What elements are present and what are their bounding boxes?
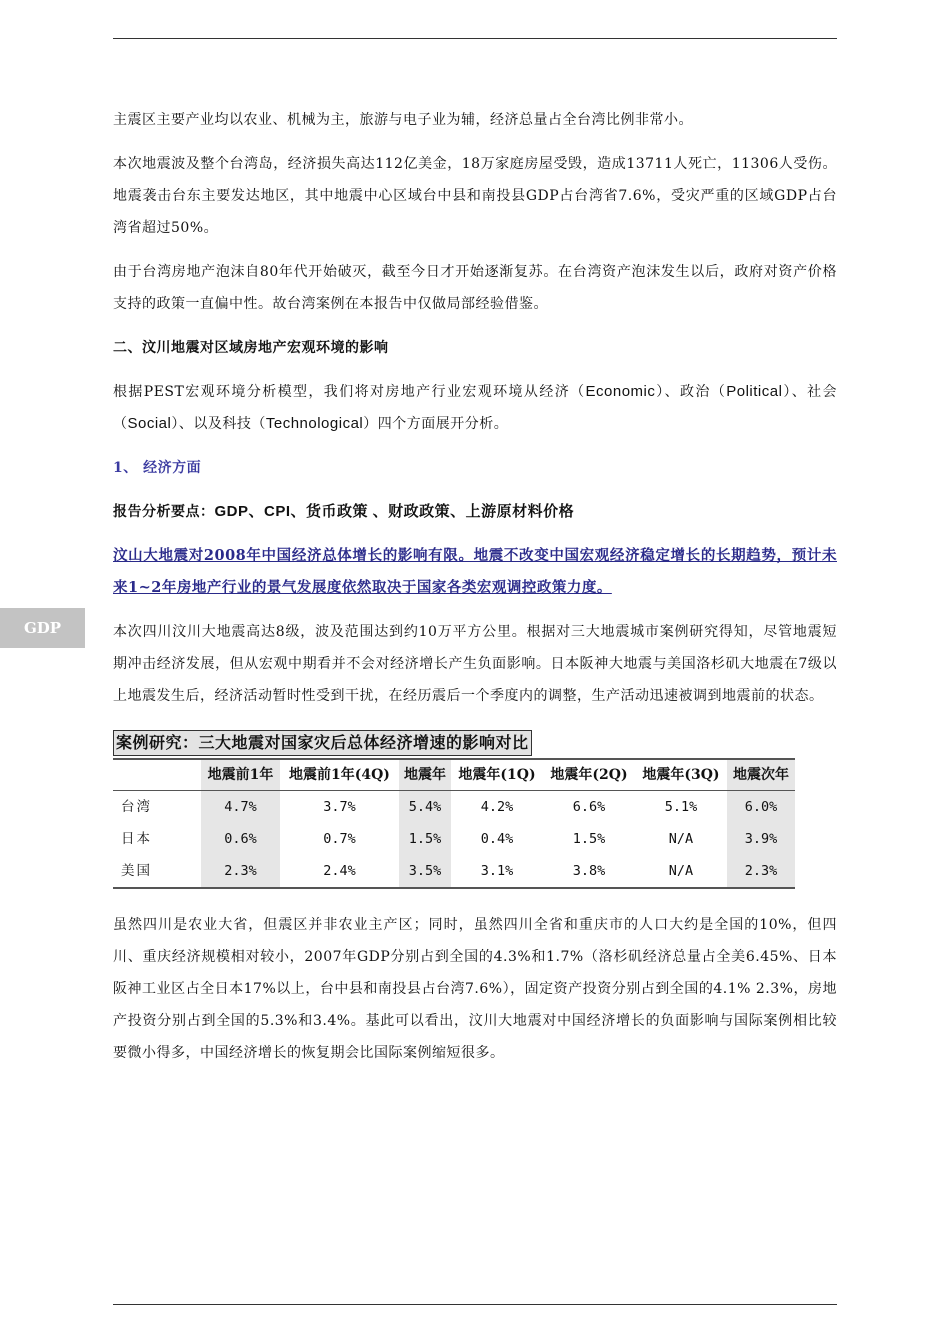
table-header-row <box>113 759 795 791</box>
table-header-cell: 地震前1年(4Q) <box>288 767 390 783</box>
table-header-cell: 地震年 <box>399 759 451 791</box>
table-cell: 2.4% <box>323 863 356 879</box>
table-cell: 2.3% <box>727 855 795 888</box>
subsection-economy: 1、 经济方面 <box>113 460 202 476</box>
table-cell-country: 台湾 <box>121 799 152 815</box>
table-header-cell <box>113 759 201 791</box>
table-row <box>113 855 795 888</box>
paragraph-pest: 根据PEST宏观环境分析模型，我们将对房地产行业宏观环境从经济（Economic）、政治（Political）、社会（Social）、以及科技（Technological）四个方面展开分析。 <box>113 383 837 432</box>
table-cell: 0.6% <box>201 823 280 855</box>
document-body <box>113 104 837 1069</box>
table-cell: 1.5% <box>572 831 606 847</box>
table-cell: 4.7% <box>201 791 280 824</box>
paragraph-5: 本次四川汶川大地震高达8级，波及范围达到约10万平方公里。根据对三大地震城市案例研究得知，尽管地震短期冲击经济发展，但从宏观中期看并不会对经济增长产生负面影响。日本阪神大地震与美国洛杉矶大地震在7级以上地震发生后，经济活动暂时性受到干扰，在经历震后一个季度内的调整，生产活动迅速被调到地震前的状态。 <box>113 624 837 704</box>
paragraph-1: 主震区主要产业均以农业、机械为主，旅游与电子业为辅，经济总量占全台湾比例非常小。 <box>113 112 693 128</box>
table-cell-country: 美国 <box>121 863 152 879</box>
table-row <box>113 791 795 824</box>
table-cell: 0.7% <box>323 831 356 847</box>
table-cell: 3.1% <box>480 863 514 879</box>
table-cell: 5.1% <box>664 799 698 815</box>
section-heading-2: 二、汶川地震对区域房地产宏观环境的影响 <box>113 340 389 356</box>
side-tag-gdp: GDP <box>0 608 85 648</box>
table-header-cell: 地震年(2Q) <box>550 767 628 783</box>
table-cell: 3.8% <box>572 863 606 879</box>
table-cell: N/A <box>668 831 694 847</box>
table-cell: 6.0% <box>727 791 795 824</box>
paragraph-3: 由于台湾房地产泡沫自80年代开始破灭，截至今日才开始逐渐复苏。在台湾资产泡沫发生以后，政府对资产价格支持的政策一直偏中性。故台湾案例在本报告中仅做局部经验借鉴。 <box>113 264 837 312</box>
table-cell: 1.5% <box>399 823 451 855</box>
table-cell: 4.2% <box>480 799 514 815</box>
table-cell: 2.3% <box>201 855 280 888</box>
table-header-cell: 地震次年 <box>727 759 795 791</box>
table-cell: 3.5% <box>399 855 451 888</box>
header-rule <box>113 38 837 39</box>
table-header-cell: 地震前1年 <box>201 759 280 791</box>
table-cell: 3.7% <box>323 799 356 815</box>
table-cell: 3.9% <box>727 823 795 855</box>
table-cell: N/A <box>668 863 694 879</box>
comparison-table <box>113 758 795 889</box>
table-header-cell: 地震年(3Q) <box>642 767 720 783</box>
highlight-summary: 汶山大地震对2008年中国经济总体增长的影响有限。地震不改变中国宏观经济稳定增长的长期趋势，预计未来1~2年房地产行业的景气发展度依然取决于国家各类宏观调控政策力度。 <box>113 547 837 596</box>
footer-rule <box>113 1304 837 1305</box>
table-cell: 0.4% <box>480 831 514 847</box>
paragraph-6: 虽然四川是农业大省，但震区并非农业主产区；同时，虽然四川全省和重庆市的人口大约是全国的10%，但四川、重庆经济规模相对较小，2007年GDP分别占到全国的4.3%和1.7%（洛杉矶经济总量占全美6.45%、日本阪神工业区占全日本17%以上，台中县和南投县占台湾7.6%），固定资产投资分别占到全国的4.1% 2.3%，房地产投资分别占到全国的5.3%和3.4%。基此可以看出，汶川大地震对中国经济增长的负面影响与国际案例相比较要微小得多，中国经济增长的恢复期会比国际案例缩短很多。 <box>113 917 837 1061</box>
paragraph-2: 本次地震波及整个台湾岛，经济损失高达112亿美金，18万家庭房屋受毁，造成13711人死亡，11306人受伤。地震袭击台东主要发达地区，其中地震中心区域台中县和南投县GDP占台湾省7.6%，受灾严重的区域GDP占台湾省超过50%。 <box>113 156 837 236</box>
key-points: 报告分析要点：GDP、CPI、货币政策 、财政政策、上游原材料价格 <box>113 503 575 520</box>
table-row <box>113 823 795 855</box>
table-cell-country: 日本 <box>121 831 152 847</box>
table-title: 案例研究：三大地震对国家灾后总体经济增速的影响对比 <box>113 730 532 756</box>
table-cell: 5.4% <box>399 791 451 824</box>
table-header-cell: 地震年(1Q) <box>458 767 536 783</box>
table-cell: 6.6% <box>572 799 606 815</box>
